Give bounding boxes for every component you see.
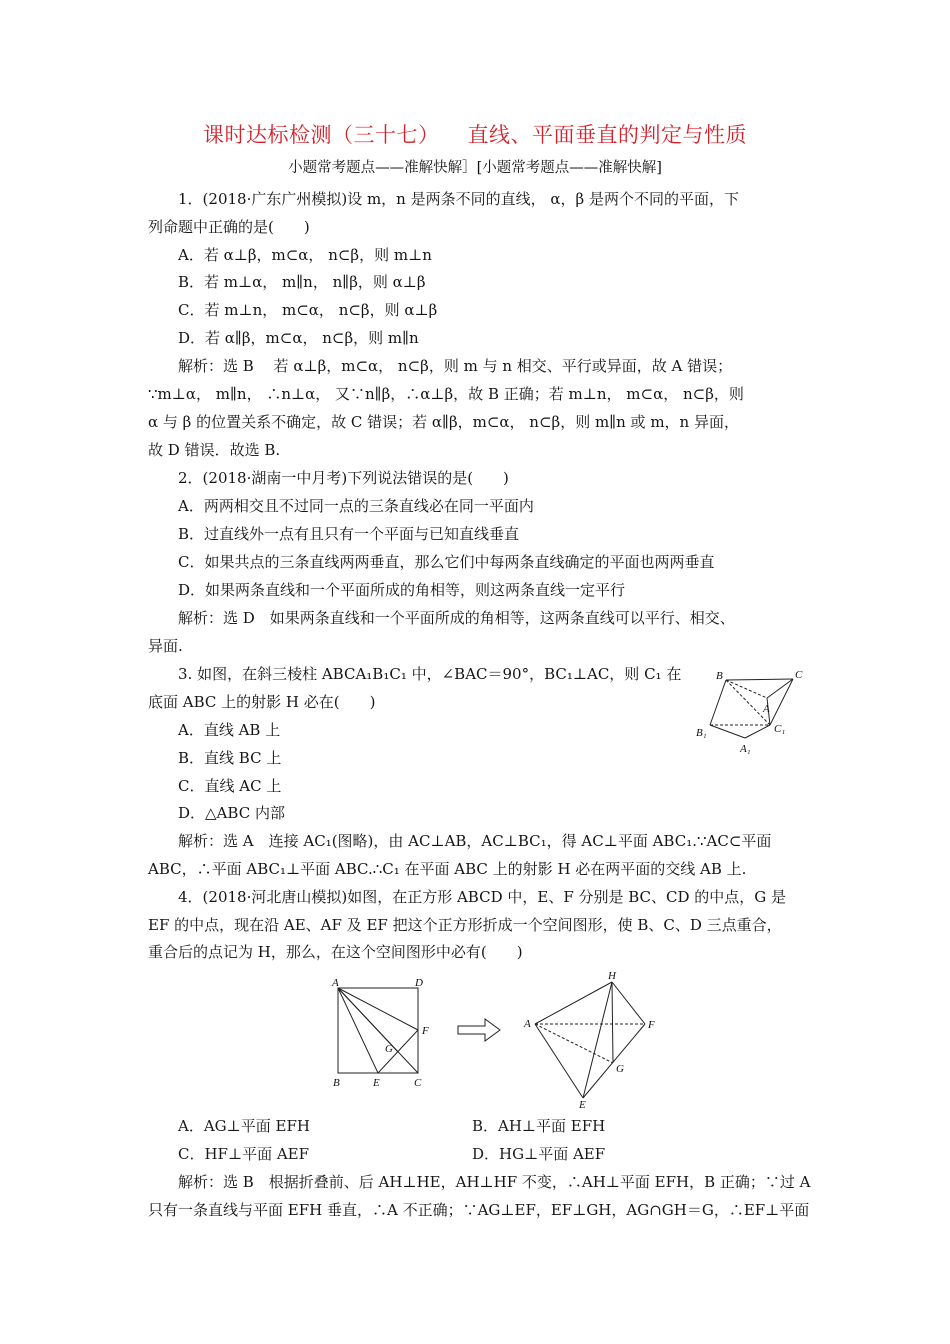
q3-analysis-line-2: ABC，∴平面 ABC₁⊥平面 ABC.∴C₁ 在平面 ABC 上的射影 H 必在两平面的交线 AB 上. bbox=[148, 860, 747, 878]
q2-option-a: A．两两相交且不过同一点的三条直线必在同一平面内 bbox=[178, 497, 534, 515]
prism-edge-b1a1 bbox=[710, 725, 745, 738]
fold-arrow-icon bbox=[458, 1019, 500, 1041]
q2-option-c: C．如果共点的三条直线两两垂直，那么它们中每两条直线确定的平面也两两垂直 bbox=[178, 553, 715, 571]
prism-edge-bc bbox=[726, 679, 793, 680]
q4-stem-line-2: EF 的中点，现在沿 AE、AF 及 EF 把这个正方形折成一个空间图形，使 B、C、D 三点重合， bbox=[148, 916, 782, 934]
tetra-label-g: G bbox=[616, 1063, 624, 1075]
q1-analysis-line-3: α 与 β 的位置关系不确定，故 C 错误；若 α∥β，m⊂α， n⊂β，则 m∥n 或 m，n 异面， bbox=[148, 413, 739, 431]
q2-analysis-line-2: 异面. bbox=[148, 637, 183, 655]
tetra-edge-ag bbox=[535, 1024, 613, 1063]
q4-stem-line-3: 重合后的点记为 H，那么，在这个空间图形中必有( ) bbox=[148, 943, 523, 961]
q1-analysis-line-1: 解析：选 B 若 α⊥β，m⊂α， n⊂β，则 m 与 n 相交、平行或异面，故 A 错误； bbox=[178, 357, 733, 375]
q3-option-d: D．△ABC 内部 bbox=[178, 804, 285, 822]
q3-analysis-line-1: 解析：选 A 连接 AC₁(图略)，由 AC⊥AB，AC⊥BC₁，得 AC⊥平面 ABC₁.∵AC⊂平面 bbox=[178, 832, 772, 850]
square-label-a: A bbox=[332, 977, 339, 989]
q2-stem-line-1: 2．(2018·湖南一中月考)下列说法错误的是( ) bbox=[178, 469, 509, 487]
prism-figure bbox=[690, 662, 810, 762]
q3-stem-line-2: 底面 ABC 上的射影 H 必在( ) bbox=[148, 693, 376, 711]
q3-option-b: B．直线 BC 上 bbox=[178, 749, 282, 767]
prism-edge-a1c1 bbox=[745, 725, 770, 738]
square-line-af bbox=[338, 988, 418, 1030]
prism-edge-bb1 bbox=[710, 680, 726, 725]
q4-stem-line-1: 4．(2018·河北唐山模拟)如图，在正方形 ABCD 中，E、F 分别是 BC、CD 的中点，G 是 bbox=[178, 888, 787, 906]
page-title bbox=[0, 119, 950, 149]
page-subtitle: 小题常考题点——准解快解］[小题常考题点——准解快解] bbox=[288, 160, 662, 176]
q4-option-c: C．HF⊥平面 AEF bbox=[178, 1145, 310, 1163]
title-part-2: 直线、平面垂直的判定与性质 bbox=[467, 123, 747, 147]
tetra-label-h: H bbox=[608, 970, 616, 982]
square-label-g: G bbox=[385, 1043, 393, 1055]
square-line-ac bbox=[338, 988, 418, 1073]
q1-option-b: B．若 m⊥α， m∥n， n∥β，则 α⊥β bbox=[178, 273, 426, 291]
tetra-edge-hg bbox=[612, 982, 613, 1063]
square-label-c: C bbox=[414, 1077, 422, 1089]
q4-option-b: B．AH⊥平面 EFH bbox=[472, 1117, 606, 1135]
q4-option-d: D．HG⊥平面 AEF bbox=[472, 1145, 606, 1163]
title-part-1: 课时达标检测（三十七） bbox=[203, 123, 440, 147]
prism-label-a1: A₁ bbox=[740, 743, 751, 755]
square-label-b: B bbox=[333, 1077, 340, 1089]
tetra-label-e: E bbox=[579, 1099, 586, 1108]
prism-label-c1: C₁ bbox=[774, 723, 786, 735]
prism-label-a: A bbox=[763, 703, 770, 715]
square-label-d: D bbox=[415, 977, 423, 989]
q1-analysis-line-2: ∵m⊥α， m∥n， ∴n⊥α， 又∵n∥β，∴α⊥β，故 B 正确；若 m⊥n， m⊂α， n⊂β，则 bbox=[148, 385, 744, 403]
square-label-f: F bbox=[422, 1025, 429, 1037]
q4-analysis-line-1: 解析：选 B 根据折叠前、后 AH⊥HE，AH⊥HF 不变，∴AH⊥平面 EFH，B 正确；∵过 A bbox=[178, 1173, 811, 1191]
q2-analysis-line-1: 解析：选 D 如果两条直线和一个平面所成的角相等，这两条直线可以平行、相交、 bbox=[178, 609, 735, 627]
q1-analysis-line-4: 故 D 错误．故选 B. bbox=[148, 441, 281, 459]
tetra-edge-ae bbox=[535, 1024, 583, 1098]
tetra-label-f: F bbox=[648, 1019, 655, 1031]
q2-option-d: D．如果两条直线和一个平面所成的角相等，则这两条直线一定平行 bbox=[178, 581, 626, 599]
prism-edge-ba bbox=[726, 680, 767, 698]
tetra-edge-hf bbox=[612, 982, 645, 1024]
q2-option-b: B．过直线外一点有且只有一个平面与已知直线垂直 bbox=[178, 525, 520, 543]
q4-option-a: A．AG⊥平面 EFH bbox=[178, 1117, 310, 1135]
square-line-ae bbox=[338, 988, 378, 1073]
q3-option-c: C．直线 AC 上 bbox=[178, 777, 282, 795]
prism-label-b1: B₁ bbox=[696, 727, 707, 739]
q3-stem-line-1: 3. 如图，在斜三棱柱 ABCA₁B₁C₁ 中，∠BAC＝90°，BC₁⊥AC，则 C₁ 在 bbox=[178, 665, 682, 683]
prism-edge-c-c1 bbox=[770, 679, 793, 725]
q1-option-c: C．若 m⊥n， m⊂α， n⊂β，则 α⊥β bbox=[178, 301, 438, 319]
prism-edge-ac bbox=[767, 679, 793, 698]
q1-option-d: D．若 α∥β，m⊂α， n⊂β，则 m∥n bbox=[178, 329, 419, 347]
q4-analysis-line-2: 只有一条直线与平面 EFH 垂直，∴A 不正确；∵AG⊥EF，EF⊥GH，AG∩GH＝G，∴EF⊥平面 bbox=[148, 1201, 810, 1219]
square-label-e: E bbox=[373, 1077, 380, 1089]
q1-stem-line-1: 1．(2018·广东广州模拟)设 m，n 是两条不同的直线， α，β 是两个不同的平面，下 bbox=[178, 190, 739, 208]
prism-label-b: B bbox=[716, 670, 723, 682]
q1-option-a: A．若 α⊥β，m⊂α， n⊂β，则 m⊥n bbox=[178, 246, 432, 264]
prism-label-c: C bbox=[795, 669, 803, 681]
fold-figure bbox=[325, 968, 665, 1108]
q3-option-a: A．直线 AB 上 bbox=[178, 721, 281, 739]
tetra-edge-ah bbox=[535, 982, 612, 1024]
q1-stem-line-2: 列命题中正确的是( ) bbox=[148, 218, 310, 236]
tetra-label-a: A bbox=[524, 1018, 531, 1030]
